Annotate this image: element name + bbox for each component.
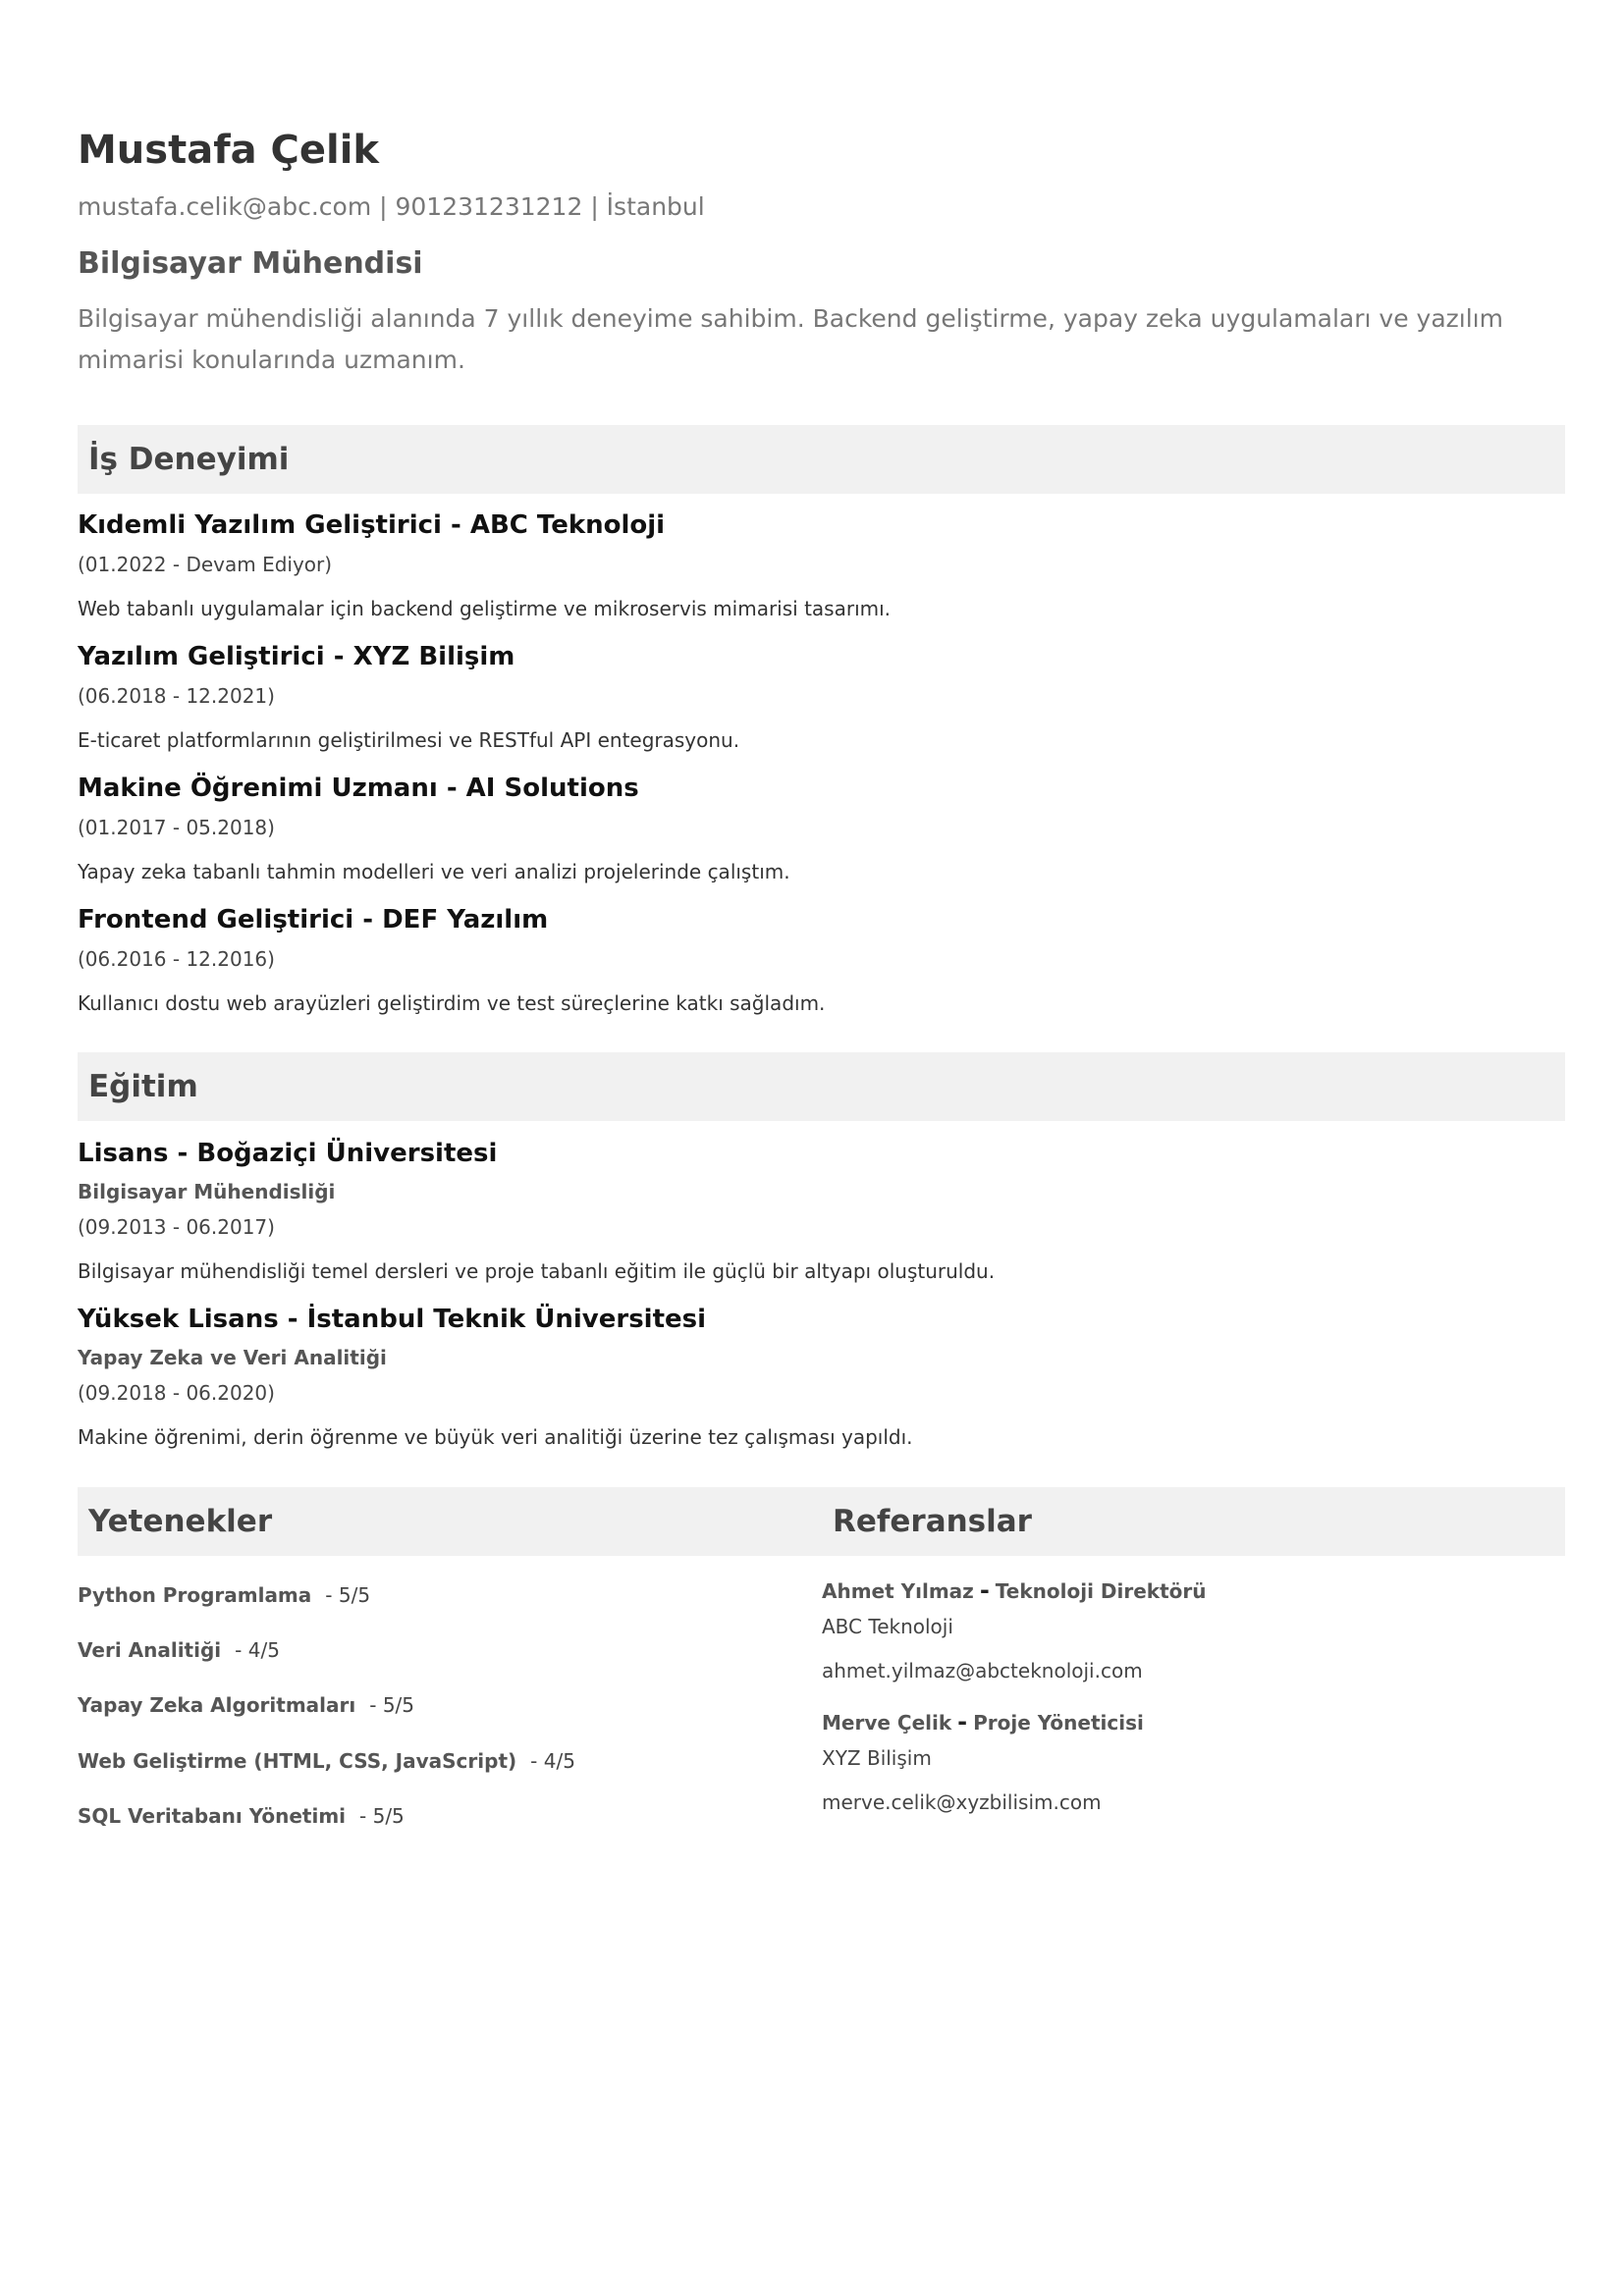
job-title: Bilgisayar Mühendisi bbox=[78, 246, 423, 281]
skill-level: - 4/5 bbox=[235, 1638, 280, 1662]
skill-name: Yapay Zeka Algoritmaları bbox=[78, 1693, 356, 1717]
experience-item-title: Kıdemli Yazılım Geliştirici - ABC Teknoloji bbox=[78, 510, 666, 540]
skill-item bbox=[78, 1804, 405, 1828]
skills-references-header bbox=[78, 1487, 1565, 1556]
skill-item bbox=[78, 1638, 280, 1662]
reference-separator: - bbox=[957, 1708, 968, 1735]
skill-level: - 5/5 bbox=[369, 1693, 415, 1717]
skill-name: Web Geliştirme (HTML, CSS, JavaScript) bbox=[78, 1749, 517, 1773]
reference-name: Merve Çelik bbox=[822, 1711, 952, 1735]
reference-role: Teknoloji Direktörü bbox=[995, 1579, 1207, 1603]
candidate-name: Mustafa Çelik bbox=[78, 128, 380, 173]
reference-company: XYZ Bilişim bbox=[822, 1746, 932, 1770]
experience-item-description: Kullanıcı dostu web arayüzleri geliştirdim ve test süreçlerine katkı sağladım. bbox=[78, 991, 826, 1015]
education-section-header bbox=[78, 1052, 1565, 1121]
contact-info: mustafa.celik@abc.com | 901231231212 | İstanbul bbox=[78, 192, 705, 221]
education-item-date: (09.2013 - 06.2017) bbox=[78, 1215, 275, 1239]
education-item-title: Yüksek Lisans - İstanbul Teknik Üniversitesi bbox=[78, 1305, 707, 1334]
experience-item-date: (06.2016 - 12.2016) bbox=[78, 947, 275, 971]
experience-item-description: Web tabanlı uygulamalar için backend geliştirme ve mikroservis mimarisi tasarımı. bbox=[78, 597, 892, 620]
experience-item-date: (01.2022 - Devam Ediyor) bbox=[78, 553, 333, 576]
experience-item-date: (06.2018 - 12.2021) bbox=[78, 684, 275, 708]
references-heading: Referanslar bbox=[833, 1504, 1032, 1539]
skill-item bbox=[78, 1693, 414, 1717]
experience-item-title: Frontend Geliştirici - DEF Yazılım bbox=[78, 905, 549, 934]
skill-item bbox=[78, 1749, 575, 1773]
experience-item-title: Makine Öğrenimi Uzmanı - AI Solutions bbox=[78, 774, 639, 803]
experience-heading: İş Deneyimi bbox=[88, 442, 290, 477]
education-heading: Eğitim bbox=[88, 1069, 198, 1104]
reference-name: Ahmet Yılmaz bbox=[822, 1579, 974, 1603]
reference-role: Proje Yöneticisi bbox=[973, 1711, 1144, 1735]
reference-company: ABC Teknoloji bbox=[822, 1615, 953, 1638]
education-item-field: Bilgisayar Mühendisliği bbox=[78, 1180, 336, 1203]
skill-name: Veri Analitiği bbox=[78, 1638, 222, 1662]
skill-level: - 4/5 bbox=[530, 1749, 575, 1773]
reference-name-line bbox=[822, 1576, 1206, 1604]
skill-level: - 5/5 bbox=[325, 1583, 371, 1607]
experience-item-description: E-ticaret platformlarının geliştirilmesi ve RESTful API entegrasyonu. bbox=[78, 728, 740, 752]
skills-heading: Yetenekler bbox=[88, 1504, 273, 1539]
profile-summary: Bilgisayar mühendisliği alanında 7 yıllık deneyime sahibim. Backend geliştirme, yapay zeka uygulamaları ve yazılım mimarisi konularında uzmanım. bbox=[78, 304, 1503, 374]
reference-email[interactable]: ahmet.yilmaz@abcteknoloji.com bbox=[822, 1659, 1143, 1682]
experience-item-date: (01.2017 - 05.2018) bbox=[78, 816, 275, 839]
education-item-description: Bilgisayar mühendisliği temel dersleri ve proje tabanlı eğitim ile güçlü bir altyapı oluşturuldu. bbox=[78, 1259, 996, 1283]
education-item-field: Yapay Zeka ve Veri Analitiği bbox=[78, 1346, 387, 1369]
skill-name: Python Programlama bbox=[78, 1583, 312, 1607]
skill-level: - 5/5 bbox=[359, 1804, 405, 1828]
experience-item-description: Yapay zeka tabanlı tahmin modelleri ve veri analizi projelerinde çalıştım. bbox=[78, 860, 790, 883]
skill-item bbox=[78, 1583, 370, 1607]
experience-section-header bbox=[78, 425, 1565, 494]
experience-item-title: Yazılım Geliştirici - XYZ Bilişim bbox=[78, 642, 515, 671]
education-item-date: (09.2018 - 06.2020) bbox=[78, 1381, 275, 1405]
reference-name-line bbox=[822, 1708, 1144, 1735]
education-item-title: Lisans - Boğaziçi Üniversitesi bbox=[78, 1139, 498, 1168]
skill-name: SQL Veritabanı Yönetimi bbox=[78, 1804, 347, 1828]
education-item-description: Makine öğrenimi, derin öğrenme ve büyük veri analitiği üzerine tez çalışması yapıldı. bbox=[78, 1425, 913, 1449]
reference-separator: - bbox=[979, 1576, 990, 1604]
reference-email[interactable]: merve.celik@xyzbilisim.com bbox=[822, 1790, 1102, 1814]
